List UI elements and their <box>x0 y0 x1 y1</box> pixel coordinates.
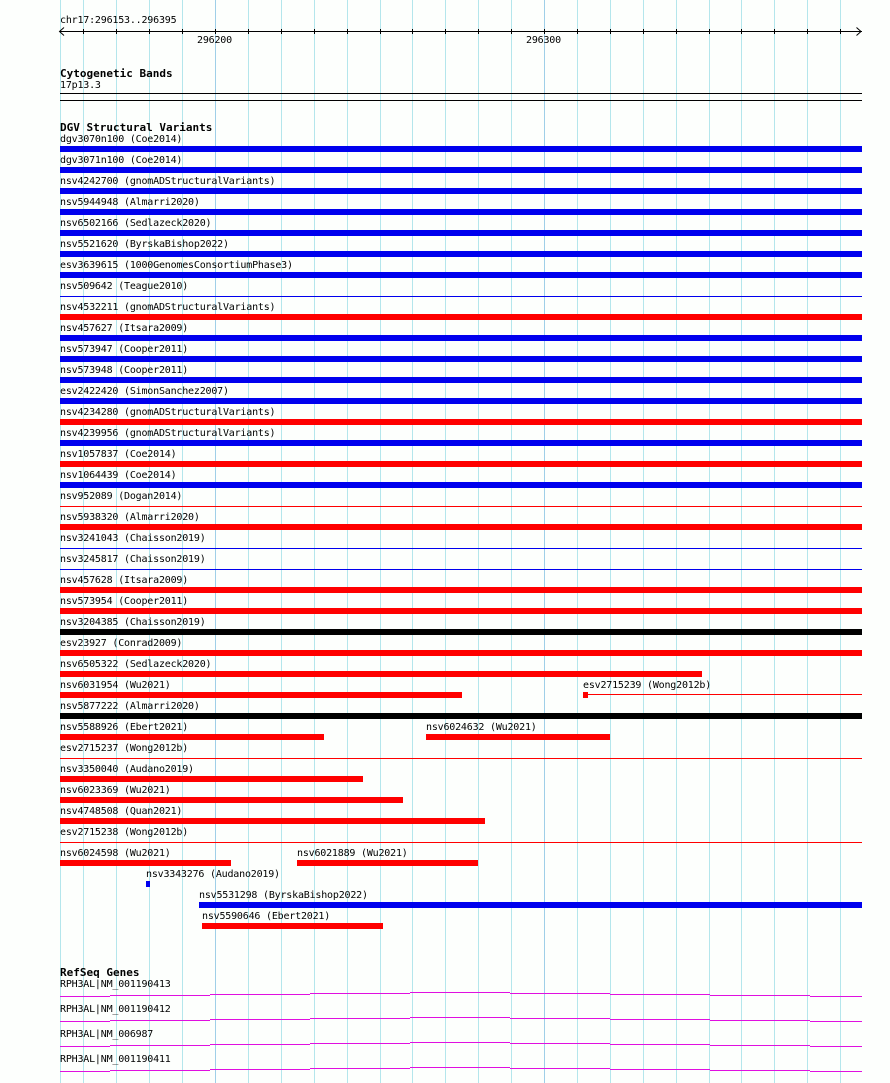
grid-line <box>544 0 545 1083</box>
ruler-tick <box>840 29 841 34</box>
grid-line <box>577 0 578 1083</box>
variant-line[interactable] <box>60 506 862 507</box>
variant-bar[interactable] <box>60 482 862 488</box>
variant-label[interactable]: nsv6502166 (Sedlazeck2020) <box>60 218 212 229</box>
variant-label[interactable]: nsv6031954 (Wu2021) <box>60 680 171 691</box>
variant-label[interactable]: nsv4234280 (gnomADStructuralVariants) <box>60 407 276 418</box>
variant-bar[interactable] <box>60 461 862 467</box>
grid-line <box>774 0 775 1083</box>
variant-bar[interactable] <box>60 818 485 824</box>
variant-bar[interactable] <box>60 860 231 866</box>
variant-label[interactable]: esv23927 (Conrad2009) <box>60 638 183 649</box>
variant-bar[interactable] <box>60 650 862 656</box>
grid-line <box>840 0 841 1083</box>
ruler-tick <box>807 29 808 34</box>
grid-line <box>347 0 348 1083</box>
grid-line <box>478 0 479 1083</box>
ruler-tick <box>544 29 545 34</box>
variant-bar[interactable] <box>60 692 462 698</box>
variant-line[interactable] <box>60 569 862 570</box>
ruler-tick-label: 296300 <box>526 35 561 46</box>
grid-line <box>709 0 710 1083</box>
variant-bar[interactable] <box>60 398 862 404</box>
variant-bar[interactable] <box>199 902 862 908</box>
cytoband-label: 17p13.3 <box>60 80 101 91</box>
dgv-track-title[interactable]: DGV Structural Variants <box>60 121 213 134</box>
ruler-tick <box>347 29 348 34</box>
ruler-tick <box>774 29 775 34</box>
variant-label[interactable]: nsv509642 (Teague2010) <box>60 281 189 292</box>
ruler-tick <box>709 29 710 34</box>
variant-label[interactable]: nsv5944948 (Almarri2020) <box>60 197 200 208</box>
ruler-tick <box>676 29 677 34</box>
ruler-tick <box>314 29 315 34</box>
variant-label[interactable]: nsv457627 (Itsara2009) <box>60 323 189 334</box>
ruler-tick <box>445 29 446 34</box>
ruler-tick <box>248 29 249 34</box>
variant-label[interactable]: nsv3245817 (Chaisson2019) <box>60 554 206 565</box>
ruler-tick <box>83 29 84 34</box>
gene-intron-line[interactable] <box>0 1064 890 1076</box>
variant-label[interactable]: nsv457628 (Itsara2009) <box>60 575 189 586</box>
ruler-tick <box>478 29 479 34</box>
ruler-tick <box>149 29 150 34</box>
variant-label[interactable]: nsv6024598 (Wu2021) <box>60 848 171 859</box>
variant-bar[interactable] <box>60 356 862 362</box>
variant-bar[interactable] <box>60 629 862 635</box>
variant-bar[interactable] <box>60 440 862 446</box>
ruler-left-arrow-icon[interactable] <box>58 27 66 36</box>
variant-bar[interactable] <box>297 860 478 866</box>
grid-line <box>643 0 644 1083</box>
grid-line <box>380 0 381 1083</box>
ruler-tick <box>215 29 216 34</box>
variant-bar[interactable] <box>60 230 862 236</box>
variant-label[interactable]: dgv3070n100 (Coe2014) <box>60 134 183 145</box>
variant-bar[interactable] <box>60 419 862 425</box>
variant-bar[interactable] <box>60 188 862 194</box>
variant-bar[interactable] <box>60 608 862 614</box>
variant-bar[interactable] <box>60 671 702 677</box>
variant-bar[interactable] <box>426 734 610 740</box>
variant-label[interactable]: nsv1064439 (Coe2014) <box>60 470 177 481</box>
variant-bar[interactable] <box>60 209 862 215</box>
variant-bar[interactable] <box>60 314 862 320</box>
ruler-tick <box>380 29 381 34</box>
variant-line[interactable] <box>60 548 862 549</box>
variant-bar[interactable] <box>60 797 403 803</box>
variant-bar[interactable] <box>60 524 862 530</box>
variant-label[interactable]: nsv3204385 (Chaisson2019) <box>60 617 206 628</box>
variant-bar[interactable] <box>146 881 150 887</box>
variant-label[interactable]: esv2715237 (Wong2012b) <box>60 743 189 754</box>
cytoband-line-bottom[interactable] <box>60 100 862 101</box>
ruler-tick <box>643 29 644 34</box>
variant-bar[interactable] <box>60 713 862 719</box>
gene-label[interactable]: RPH3AL|NM_006987 <box>60 1029 154 1040</box>
variant-bar[interactable] <box>60 776 363 782</box>
variant-label[interactable]: nsv5938320 (Almarri2020) <box>60 512 200 523</box>
variant-bar[interactable] <box>60 167 862 173</box>
grid-line <box>445 0 446 1083</box>
variant-label[interactable]: nsv3241043 (Chaisson2019) <box>60 533 206 544</box>
ruler-tick <box>281 29 282 34</box>
variant-label[interactable]: nsv573947 (Cooper2011) <box>60 344 189 355</box>
gene-intron-line[interactable] <box>0 1014 890 1026</box>
variant-bar[interactable] <box>60 587 862 593</box>
ruler-tick <box>511 29 512 34</box>
grid-line <box>807 0 808 1083</box>
variant-label[interactable]: nsv4748508 (Quan2021) <box>60 806 183 817</box>
variant-label[interactable]: nsv6505322 (Sedlazeck2020) <box>60 659 212 670</box>
variant-label[interactable]: esv3639615 (1000GenomesConsortiumPhase3) <box>60 260 293 271</box>
variant-label[interactable]: dgv3071n100 (Coe2014) <box>60 155 183 166</box>
variant-label[interactable]: nsv5877222 (Almarri2020) <box>60 701 200 712</box>
variant-label[interactable]: esv2715238 (Wong2012b) <box>60 827 189 838</box>
grid-line <box>741 0 742 1083</box>
gene-label[interactable]: RPH3AL|NM_001190413 <box>60 979 171 990</box>
grid-line <box>412 0 413 1083</box>
ruler-tick <box>182 29 183 34</box>
gene-label[interactable]: RPH3AL|NM_001190412 <box>60 1004 171 1015</box>
variant-bar[interactable] <box>60 335 862 341</box>
ruler-tick <box>741 29 742 34</box>
variant-bar[interactable] <box>60 251 862 257</box>
variant-bar[interactable] <box>60 734 324 740</box>
variant-bar[interactable] <box>60 146 862 152</box>
variant-line[interactable] <box>60 758 862 759</box>
refseq-track-title[interactable]: RefSeq Genes <box>60 966 140 979</box>
variant-label[interactable]: nsv1057837 (Coe2014) <box>60 449 177 460</box>
gene-intron-line[interactable] <box>0 989 890 1001</box>
grid-line <box>676 0 677 1083</box>
variant-label[interactable]: esv2422420 (SimonSanchez2007) <box>60 386 229 397</box>
ruler-tick <box>116 29 117 34</box>
ruler-tick-label: 296200 <box>197 35 232 46</box>
variant-label[interactable]: nsv3343276 (Audano2019) <box>146 869 280 880</box>
variant-line[interactable] <box>588 694 862 695</box>
variant-label[interactable]: nsv6024632 (Wu2021) <box>426 722 537 733</box>
ruler-tick <box>610 29 611 34</box>
gene-intron-line[interactable] <box>0 1039 890 1051</box>
ruler-tick <box>577 29 578 34</box>
ruler-tick <box>412 29 413 34</box>
variant-label[interactable]: nsv573948 (Cooper2011) <box>60 365 189 376</box>
variant-label[interactable]: nsv5590646 (Ebert2021) <box>202 911 331 922</box>
grid-line <box>610 0 611 1083</box>
variant-label[interactable]: nsv3350040 (Audano2019) <box>60 764 194 775</box>
variant-label[interactable]: nsv573954 (Cooper2011) <box>60 596 189 607</box>
variant-bar[interactable] <box>60 272 862 278</box>
ruler-right-arrow-icon[interactable] <box>855 27 863 36</box>
variant-label[interactable]: nsv4239956 (gnomADStructuralVariants) <box>60 428 276 439</box>
variant-line[interactable] <box>60 842 862 843</box>
variant-label[interactable]: nsv6023369 (Wu2021) <box>60 785 171 796</box>
variant-label[interactable]: nsv5531298 (ByrskaBishop2022) <box>199 890 368 901</box>
variant-label[interactable]: esv2715239 (Wong2012b) <box>583 680 712 691</box>
variant-label[interactable]: nsv952089 (Dogan2014) <box>60 491 183 502</box>
location-label: chr17:296153..296395 <box>60 15 177 26</box>
variant-label[interactable]: nsv5588926 (Ebert2021) <box>60 722 189 733</box>
variant-label[interactable]: nsv4242700 (gnomADStructuralVariants) <box>60 176 276 187</box>
grid-line <box>511 0 512 1083</box>
gene-label[interactable]: RPH3AL|NM_001190411 <box>60 1054 171 1065</box>
variant-label[interactable]: nsv4532211 (gnomADStructuralVariants) <box>60 302 276 313</box>
variant-line[interactable] <box>60 296 862 297</box>
cytoband-track-title[interactable]: Cytogenetic Bands <box>60 67 173 80</box>
cytoband-line-top[interactable] <box>60 93 862 94</box>
variant-bar[interactable] <box>583 692 588 698</box>
variant-bar[interactable] <box>60 377 862 383</box>
variant-label[interactable]: nsv6021889 (Wu2021) <box>297 848 408 859</box>
variant-label[interactable]: nsv5521620 (ByrskaBishop2022) <box>60 239 229 250</box>
variant-bar[interactable] <box>202 923 383 929</box>
